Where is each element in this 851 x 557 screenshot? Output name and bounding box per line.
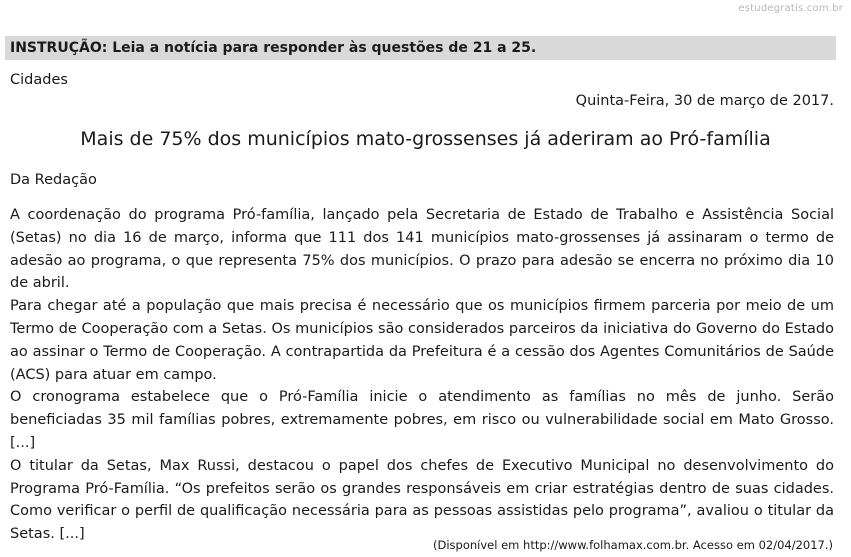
paragraph: Para chegar até a população que mais precisa é necessário que os municípios firmem parceria por meio de um Termo de Cooperação com a Setas. Os municípios são considerados parceiros da iniciativa do Governo do Estado ao assinar o Termo de Cooperação. A contrapartida da Prefeitura é a cessão dos Agentes Comunitários de Saúde (ACS) para atuar em campo. (10, 298, 834, 383)
paragraph: O titular da Setas, Max Russi, destacou o papel dos chefes de Executivo Municipal no desenvolvimento do Programa Pró-Família. “Os prefeitos serão os grandes responsáveis em criar estratégias dentro de suas cidades. Como verificar o perfil de qualificação necessária para as pessoas assistidas pelo programa”, avaliou o titular da Setas. [...] (10, 457, 834, 543)
article-body (10, 204, 834, 546)
article-byline: Da Redação (10, 172, 97, 188)
watermark: estudegratis.com.br (738, 3, 843, 14)
section-label: Cidades (10, 72, 68, 88)
source-citation: (Disponível em http://www.folhamax.com.br. Acesso em 02/04/2017.) (433, 538, 833, 552)
paragraph: O cronograma estabelece que o Pró-Família inicie o atendimento as famílias no mês de junho. Serão beneficiadas 35 mil famílias pobres, extremamente pobres, em risco ou vulnerabilidade social em Mato Grosso. [...] (10, 389, 834, 451)
article-headline: Mais de 75% dos municípios mato-grossenses já aderiram ao Pró-família (80, 128, 771, 150)
article-date: Quinta-Feira, 30 de março de 2017. (575, 93, 834, 109)
paragraph: A coordenação do programa Pró-família, lançado pela Secretaria de Estado de Trabalho e Assistência Social (Setas) no dia 16 de março, informa que 111 dos 141 municípios mato-grossenses já assinaram o termo de adesão ao programa, o que representa 75% dos municípios. O prazo para adesão se encerra no próximo dia 10 de abril. (10, 207, 834, 292)
instruction-banner: INSTRUÇÃO: Leia a notícia para responder às questões de 21 a 25. (5, 36, 836, 60)
